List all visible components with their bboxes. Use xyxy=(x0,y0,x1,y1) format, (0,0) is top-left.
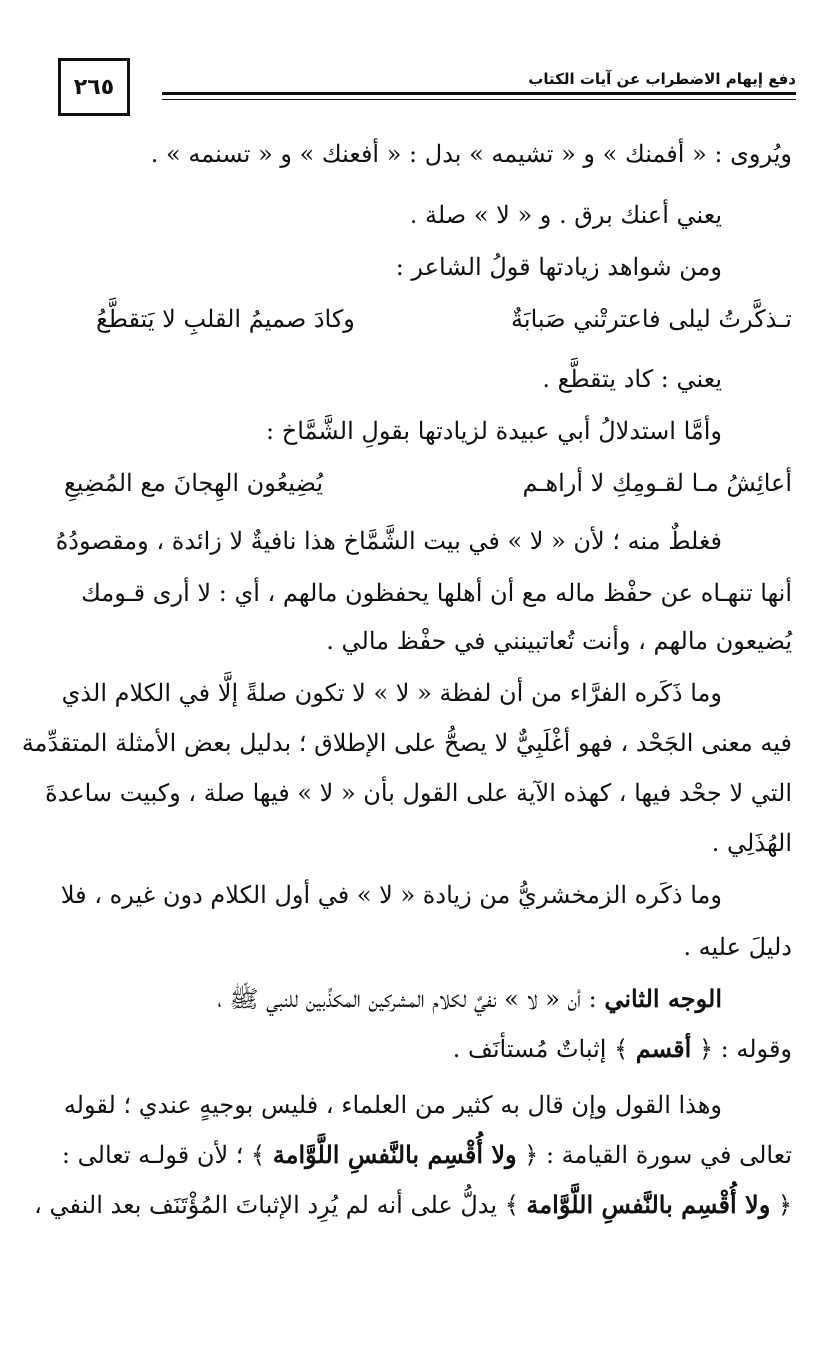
quran-quote: ولا أُقْسِم بالنَّفسِ اللَّوَّامة xyxy=(526,1190,771,1219)
text-line: فيه معنى الجَحْد ، فهو أغْلَبِيٌّ لا يصحُّ على الإطلاق ؛ بدليل بعض الأمثلة المتقدِّمة xyxy=(21,729,792,757)
text-line xyxy=(34,1188,792,1222)
verse-hemistich-second: وكادَ صميمُ القلبِ لا يَتقطَّعُ xyxy=(96,305,355,333)
text-line: الهُذَلِي . xyxy=(711,829,792,857)
header-rule-thick xyxy=(162,92,796,95)
text-line: وما ذكَره الزمخشريُّ من زيادة « لا » في أول الكلام دون غيره ، فلا xyxy=(60,881,722,909)
page-number-box xyxy=(58,58,130,116)
text-span: تعالى في سورة القيامة : ﴿ xyxy=(524,1141,792,1169)
quran-quote: أقسم xyxy=(635,1034,692,1063)
text-line xyxy=(58,1138,792,1172)
text-line xyxy=(58,1032,792,1066)
text-line: يُضيعون مالهم ، وأنت تُعاتبينني في حفْظ مالي . xyxy=(326,627,792,655)
header-rule-thin xyxy=(162,99,796,100)
text-line: ومن شواهد زيادتها قولُ الشاعر : xyxy=(395,253,722,281)
text-line: وهذا القول وإن قال به كثير من العلماء ، فليس بوجيهٍ عندي ؛ لقوله xyxy=(63,1091,722,1119)
page-number: ٢٦٥ xyxy=(73,74,115,100)
text-span: ﴾ إثباتٌ مُستأنَف . xyxy=(452,1035,629,1063)
text-line: ويُروى : « أفمنك » و « تشيمه » بدل : « أفعنك » و « تسنمه » . xyxy=(150,140,792,168)
text-line: يعني : كاد يتقطَّع . xyxy=(542,365,722,393)
text-line: وما ذَكَره الفرَّاء من أن لفظة « لا » لا تكون صلةً إلَّا في الكلام الذي xyxy=(61,679,722,707)
text-span: ﴿ xyxy=(777,1191,792,1219)
text-span: وقوله : ﴿ xyxy=(698,1035,792,1063)
text-span: ﴾ ؛ لأن قولـه تعالى : xyxy=(61,1141,266,1169)
text-span: : أن « لا » نفيٌ لكلام المشركين المكذِّبين للنبي ﷺ ، xyxy=(217,985,597,1013)
text-line: دليلَ عليه . xyxy=(683,933,792,961)
running-title: دفع إيهام الاضطراب عن آيات الكتاب xyxy=(528,70,796,88)
text-span: ﴾ يدلُّ على أنه لم يُرِد الإثباتَ المُؤْتَنَف بعد النفي ، xyxy=(34,1191,519,1219)
quran-quote: ولا أُقْسِم بالنَّفسِ اللَّوَّامة xyxy=(272,1140,517,1169)
section-heading: الوجه الثاني xyxy=(604,984,722,1013)
verse-hemistich-first: تـذكَّرتُ ليلى فاعترتْني صَبابَةٌ xyxy=(511,305,792,333)
text-line: فغلطٌ منه ؛ لأن « لا » في بيت الشَّمَّاخ هذا نافيةٌ لا زائدة ، ومقصودُهُ xyxy=(55,527,722,555)
text-line xyxy=(58,982,722,1016)
text-line: التي لا جحْد فيها ، كهذه الآية على القول بأن « لا » فيها صلة ، وكبيت ساعدةَ xyxy=(45,779,792,807)
text-line: وأمَّا استدلالُ أبي عبيدة لزيادتها بقولِ الشَّمَّاخ : xyxy=(266,417,722,445)
text-line: يعني أعنك برق . و « لا » صلة . xyxy=(409,201,722,229)
text-line: أنها تنهـاه عن حفْظ ماله مع أن أهلها يحفظون مالهم ، أي : لا أرى قـومك xyxy=(81,579,792,607)
verse-hemistich-first: أعائِشُ مـا لقـومِكِ لا أراهـم xyxy=(522,469,792,497)
verse-hemistich-second: يُضِيعُون الهِجانَ مع المُضِيعِ xyxy=(64,469,324,497)
